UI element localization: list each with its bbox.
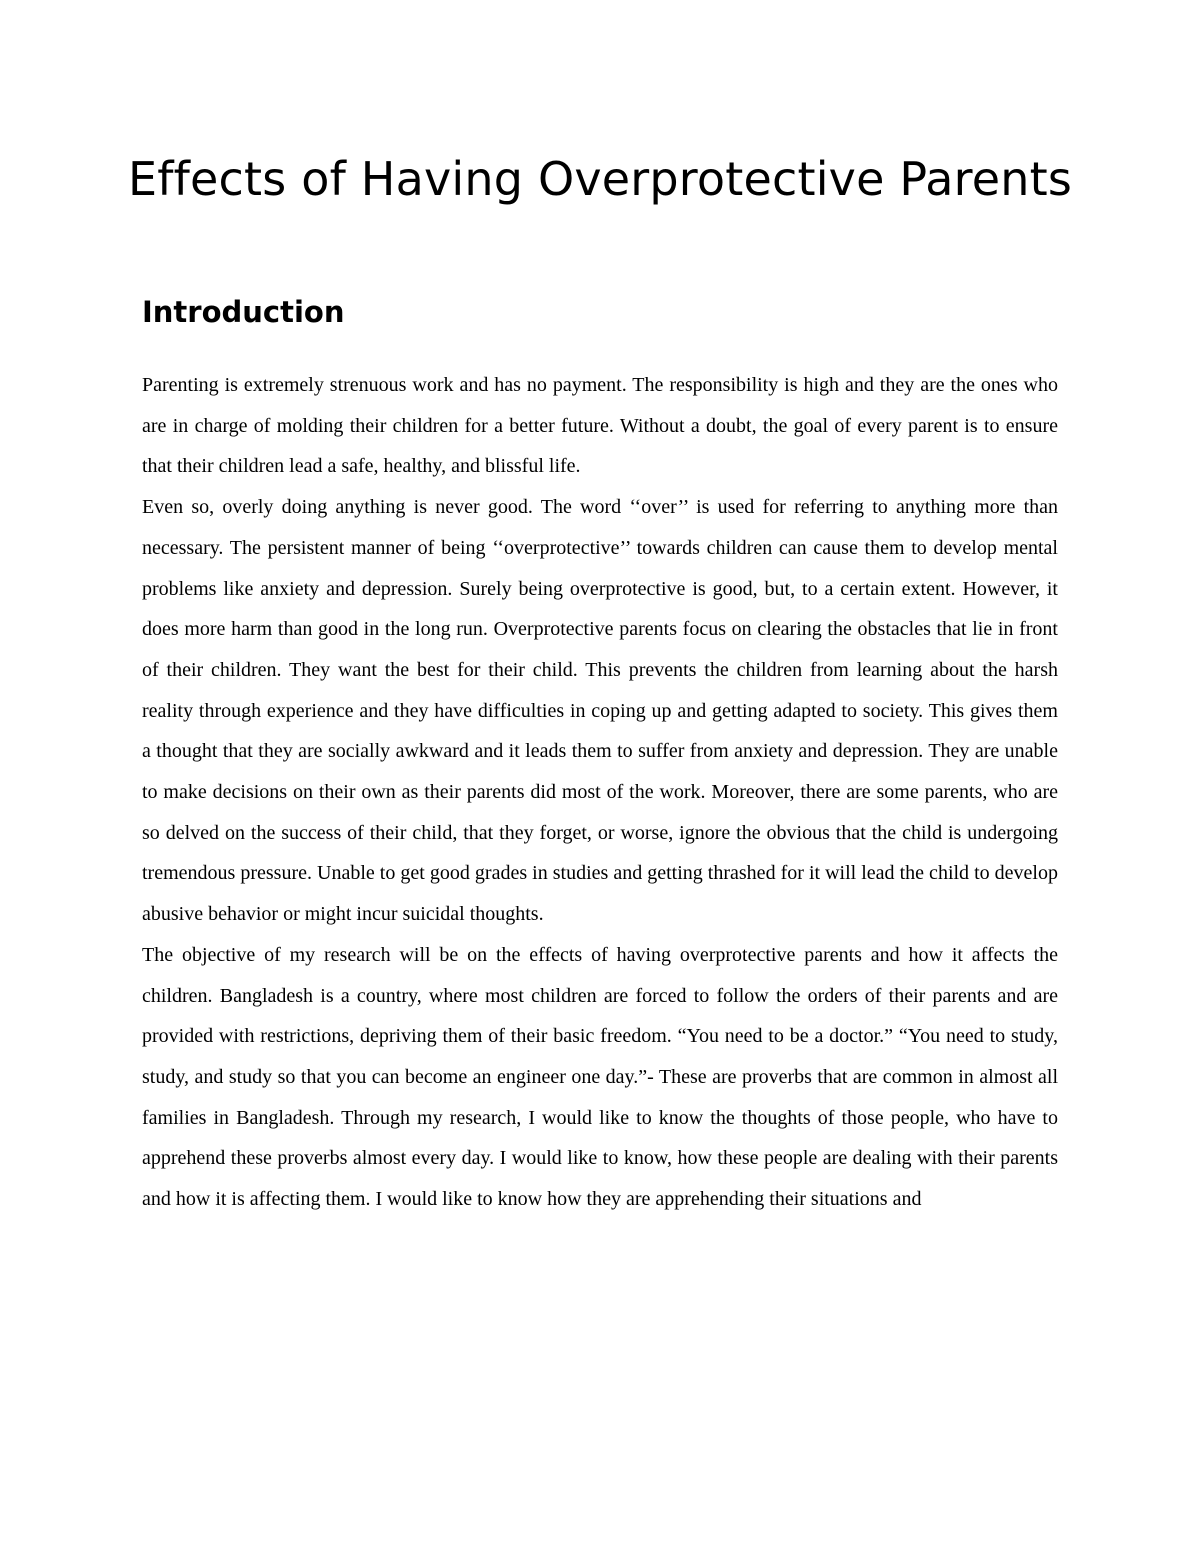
paragraph: Even so, overly doing anything is never good. The word ‘‘over’’ is used for referring to anything more than necessary. The persistent manner of being ‘‘overprotective’’ towards children can cause them to develop mental problems like anxiety and depression. Surely being overprotective is good, but, to a certain extent. However, it does more harm than good in the long run. Overprotective parents focus on clearing the obstacles that lie in front of their children. They want the best for their child. This prevents the children from learning about the harsh reality through experience and they have difficulties in coping up and getting adapted to society. This gives them a thought that they are socially awkward and it leads them to suffer from anxiety and depression. They are unable to make decisions on their own as their parents did most of the work. Moreover, there are some parents, who are so delved on the success of their child, that they forget, or worse, ignore the obvious that the child is undergoing tremendous pressure. Unable to get good grades in studies and getting thrashed for it will lead the child to develop abusive behavior or might incur suicidal thoughts.	[142, 496, 1058, 926]
document-title: Effects of Having Overprotective Parents	[127, 152, 1073, 206]
paragraph: The objective of my research will be on the effects of having overprotective parents and how it affects the children. Bangladesh is a country, where most children are forced to follow the orders of their parents and are provided with restrictions, depriving them of their basic freedom. “You need to be a doctor.” “You need to study, study, and study so that you can become an engineer one day.”- These are proverbs that are common in almost all families in Bangladesh. Through my research, I would like to know the thoughts of those people, who have to apprehend these proverbs almost every day. I would like to know, how these people are dealing with their parents and how it is affecting them. I would like to know how they are apprehending their situations and	[142, 943, 1058, 1211]
paragraph: Parenting is extremely strenuous work and has no payment. The responsibility is high and they are the ones who are in charge of molding their children for a better future. Without a doubt, the goal of every parent is to ensure that their children lead a safe, healthy, and blissful life.	[142, 374, 1058, 478]
document-body	[142, 365, 1058, 1220]
section-heading-introduction: Introduction	[142, 295, 345, 329]
